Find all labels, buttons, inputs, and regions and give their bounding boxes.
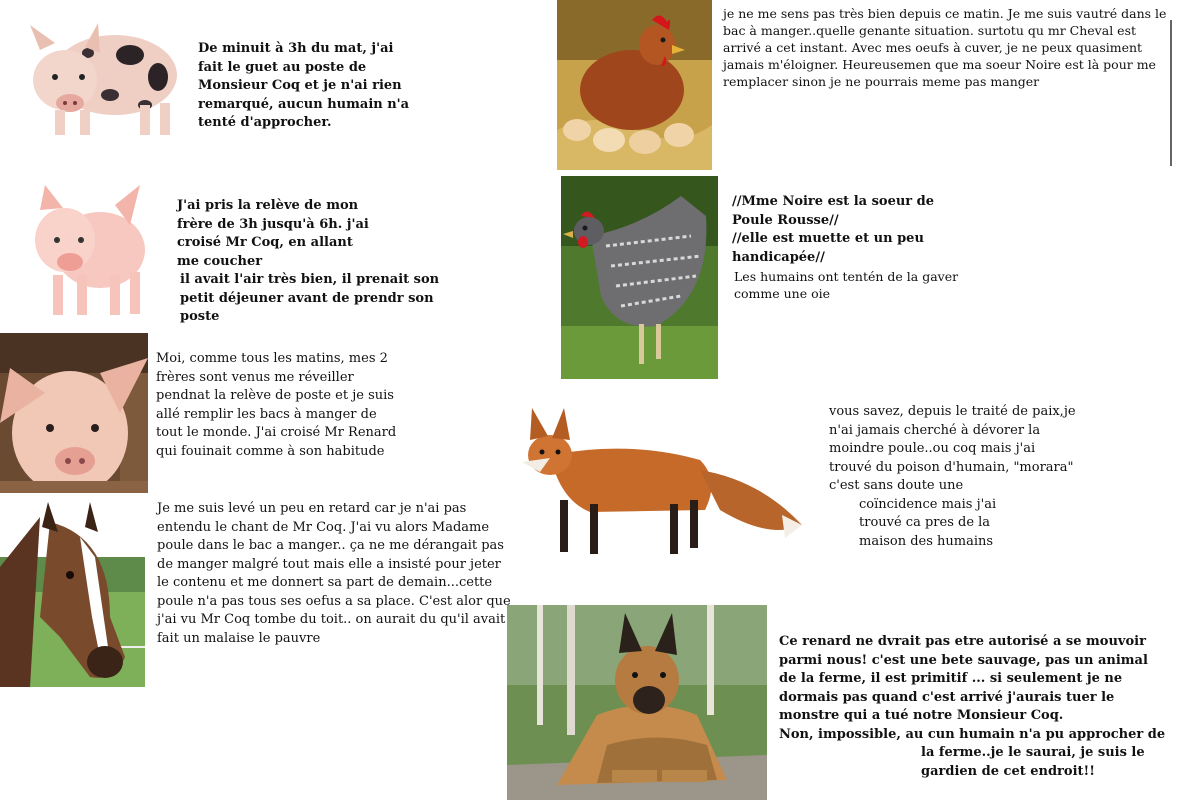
- text-line: tenté d'approcher.: [198, 115, 332, 130]
- text-line: il avait l'air très bien, il prenait son: [180, 272, 440, 287]
- post-grey-hen: [732, 193, 934, 267]
- text-line: qui fouinait comme à son habitude: [156, 443, 385, 459]
- text-line: maison des humains: [859, 533, 994, 549]
- text-line: fait un malaise le pauvre: [157, 630, 321, 646]
- text-line: pendnat la relève de poste et je suis: [156, 388, 394, 403]
- spotted-pig-photo: [10, 5, 180, 140]
- text-line: tout le monde. J'ai croisé Mr Renard: [156, 425, 397, 440]
- text-line: J'ai pris la relève de mon: [177, 198, 359, 213]
- text-line: je ne me sens pas très bien depuis ce matin. Je me suis vautré dans le: [723, 6, 1167, 21]
- horse-icon: [0, 497, 145, 687]
- text-line: poule dans le bac a manger.. ça ne me dérangait pas: [157, 538, 504, 553]
- text-line: allé remplir les bacs à manger de: [156, 406, 377, 422]
- text-line: Monsieur Coq et je n'ai rien: [198, 78, 402, 93]
- text-line: entendu le chant de Mr Coq. J'ai vu alors Madame: [157, 519, 490, 535]
- pink-piglet-icon: [15, 180, 150, 320]
- text-line: De minuit à 3h du mat, j'ai: [198, 41, 394, 56]
- text-line: la ferme..je le saurai, je suis le: [921, 745, 1145, 760]
- brown-hen-photo: [557, 0, 712, 170]
- text-line: parmi nous! c'est une bete sauvage, pas un animal: [779, 652, 1148, 668]
- post-spotted-pig: [198, 40, 409, 133]
- text-line: de la ferme, il est primitif ... si seulement je ne: [779, 671, 1123, 686]
- text-line: //elle est muette et un peu: [732, 231, 924, 246]
- fox-photo: [520, 400, 805, 560]
- text-line: Moi, comme tous les matins, mes 2: [156, 351, 388, 366]
- fox-icon: [520, 400, 805, 560]
- page-border-line: [1170, 20, 1172, 166]
- text-line: jamais m'éloigner. Heureusemen que ma soeur Noire est là pour me: [723, 57, 1156, 72]
- text-line: remplacer sinon je ne pourrais meme pas manger: [723, 74, 1040, 89]
- text-line: moindre poule..ou coq mais j'ai: [829, 441, 1036, 456]
- pig-face-photo: [0, 333, 148, 493]
- text-line: comme une oie: [734, 286, 830, 301]
- text-line: me coucher: [177, 253, 263, 269]
- text-line: Je me suis levé un peu en retard car je n'ai pas: [157, 501, 467, 516]
- text-line: trouvé ca pres de la: [859, 515, 991, 530]
- text-line: arrivé a cet instant. Avec mes oeufs à cuver, je ne peux quasiment: [723, 40, 1143, 55]
- text-line: remarqué, aucun humain n'a: [198, 96, 410, 112]
- text-line: //Mme Noire est la soeur de: [732, 194, 935, 209]
- post-horse: [157, 500, 511, 648]
- grey-hen-photo: [561, 176, 718, 379]
- post-pink-piglet: [177, 197, 439, 327]
- post-pig-face: [156, 350, 396, 461]
- horse-photo: [0, 497, 145, 687]
- text-line: poule n'a pas tous ses oefus a sa place. C'est alor que: [157, 593, 511, 609]
- grey-hen-icon: [561, 176, 718, 379]
- brown-hen-icon: [557, 0, 712, 170]
- text-line: Les humains ont tentén de la gaver: [734, 269, 959, 284]
- text-line: j'ai vu Mr Coq tombe du toit.. on aurait du qu'il avait: [157, 612, 506, 627]
- text-line: poste: [180, 309, 220, 324]
- post-brown-hen: [723, 5, 1166, 90]
- spotted-pig-icon: [10, 5, 180, 140]
- text-line: Poule Rousse//: [732, 212, 839, 228]
- text-line: trouvé du poison d'humain, "morara": [829, 459, 1074, 475]
- text-line: croisé Mr Coq, en allant: [177, 235, 353, 250]
- text-line: coïncidence mais j'ai: [859, 496, 997, 512]
- text-line: gardien de cet endroit!!: [921, 763, 1095, 779]
- text-line: fait le guet au poste de: [198, 59, 367, 75]
- pink-piglet-photo: [15, 180, 150, 320]
- text-line: bac à manger..quelle genante situation. surtotu qu mr Cheval est: [723, 23, 1137, 38]
- post-german-shepherd: [779, 633, 1165, 781]
- text-line: le contenu et me donnert sa part de demain...cette: [157, 575, 493, 590]
- text-line: petit déjeuner avant de prendr son: [180, 290, 434, 306]
- text-line: dormais pas quand c'est arrivé j'aurais tuer le: [779, 689, 1115, 705]
- post-fox: [829, 403, 1076, 551]
- german-shepherd-photo: [507, 605, 767, 800]
- pig-face-icon: [0, 333, 148, 493]
- german-shepherd-dog-icon: [507, 605, 767, 800]
- text-line: frère de 3h jusqu'à 6h. j'ai: [177, 216, 369, 232]
- text-line: de manger malgré tout mais elle a insisté pour jeter: [157, 556, 501, 572]
- text-line: c'est sans doute une: [829, 478, 964, 493]
- text-line: Ce renard ne dvrait pas etre autorisé a se mouvoir: [779, 634, 1146, 649]
- text-line: monstre qui a tué notre Monsieur Coq.: [779, 708, 1064, 723]
- post-grey-hen-note: [734, 268, 958, 302]
- text-line: vous savez, depuis le traité de paix,je: [829, 404, 1076, 419]
- text-line: handicapée//: [732, 249, 825, 265]
- text-line: frères sont venus me réveiller: [156, 369, 354, 385]
- text-line: n'ai jamais cherché à dévorer la: [829, 422, 1041, 438]
- text-line: Non, impossible, au cun humain n'a pu approcher de: [779, 726, 1166, 742]
